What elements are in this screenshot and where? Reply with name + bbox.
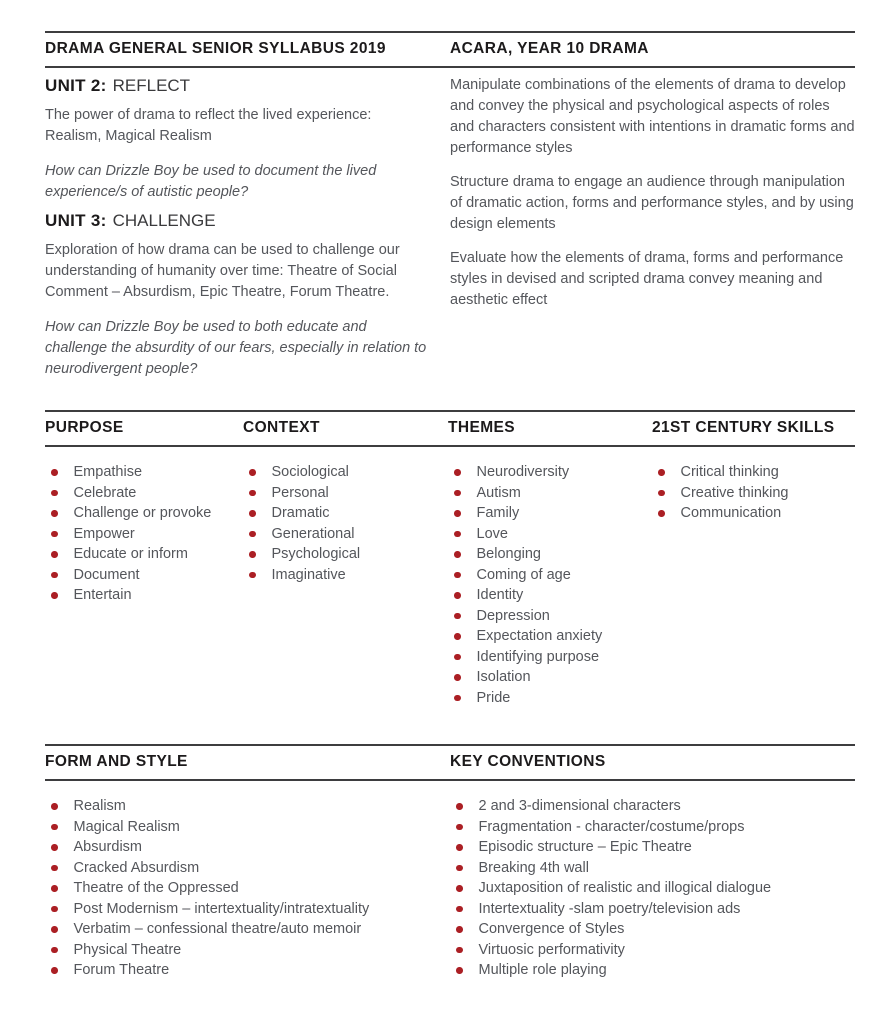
acara-paragraph: Evaluate how the elements of drama, forms and performance styles in devised and scripted drama convey meaning and aesthetic effect [450, 250, 844, 308]
matrix-body-row [45, 447, 855, 708]
list-item-label: Episodic structure – Epic Theatre [478, 839, 692, 855]
list-item-label: Celebrate [73, 484, 137, 501]
unit3-description: Exploration of how drama can be used to challenge our understanding of humanity over time: Theatre of Social Comment – Absurdism, Epic Theatre, Forum Theatre. [45, 242, 400, 300]
bullet-icon [454, 613, 461, 620]
bullet-icon [51, 906, 58, 913]
list-item [448, 565, 644, 586]
bullet-icon [51, 572, 58, 579]
key-conventions-list [450, 796, 855, 981]
bullet-icon [456, 885, 463, 892]
column-title-themes: THEMES [448, 419, 515, 436]
bullet-icon [51, 592, 58, 599]
list-item [45, 837, 422, 858]
bullet-icon [456, 906, 463, 913]
column-title-context: CONTEXT [243, 419, 320, 436]
bullet-icon [454, 490, 461, 497]
list-item [45, 524, 235, 545]
list-item-label: Creative thinking [680, 484, 789, 501]
list-item-label: Autism [476, 484, 521, 501]
list-item-label: Love [476, 525, 508, 542]
bullet-icon [658, 510, 665, 517]
list-item-label: Neurodiversity [476, 464, 570, 480]
bullet-icon [51, 844, 58, 851]
acara-column [450, 68, 855, 380]
list-item-label: Breaking 4th wall [478, 859, 589, 876]
bullet-icon [249, 531, 256, 538]
bullet-icon [454, 531, 461, 538]
list-item [448, 483, 644, 504]
list-item [448, 688, 644, 709]
list-item-label: Absurdism [73, 839, 142, 855]
list-item-label: Magical Realism [73, 818, 180, 835]
list-item [45, 919, 422, 940]
list-item-label: Document [73, 566, 140, 583]
section-form-conventions [45, 744, 855, 981]
section-matrix [45, 410, 855, 708]
skills-list [652, 462, 855, 708]
list-item [45, 899, 422, 920]
list-item-label: Verbatim – confessional theatre/auto memoir [73, 921, 362, 937]
unit3-name: CHALLENGE [112, 211, 216, 230]
list-item-label: Communication [680, 505, 782, 521]
bullet-icon [51, 967, 58, 974]
list-item [45, 462, 235, 483]
bullet-icon [51, 947, 58, 954]
list-item-label: Generational [271, 525, 355, 542]
bullet-icon [658, 469, 665, 476]
unit3-question: How can Drizzle Boy be used to both educate and challenge the absurdity of our fears, especially in relation to neurodivergent people? [45, 319, 427, 377]
list-item-label: Isolation [476, 669, 531, 685]
list-item [45, 878, 422, 899]
list-item [448, 585, 644, 606]
list-item [450, 858, 847, 879]
list-item [450, 796, 847, 817]
list-item-label: Post Modernism – intertextuality/intratextuality [73, 900, 370, 917]
list-item [45, 503, 235, 524]
list-item [243, 544, 440, 565]
list-item [243, 483, 440, 504]
list-item-label: Belonging [476, 546, 541, 562]
bullet-icon [454, 469, 461, 476]
list-item [45, 858, 422, 879]
bullet-icon [454, 633, 461, 640]
context-list [243, 462, 448, 708]
list-item-label: Multiple role playing [478, 962, 607, 978]
list-item-label: Fragmentation - character/costume/props [478, 818, 745, 835]
list-item [652, 503, 847, 524]
acara-paragraph: Structure drama to engage an audience through manipulation of dramatic action, forms and performance styles, and by using design elements [450, 174, 854, 232]
list-item [45, 940, 422, 961]
list-item [450, 940, 847, 961]
list-item [450, 837, 847, 858]
list-item [450, 919, 847, 940]
list-item-label: Juxtaposition of realistic and illogical dialogue [478, 880, 772, 896]
list-item [448, 544, 644, 565]
unit2-heading [45, 76, 430, 96]
form-body-row [45, 781, 855, 981]
bullet-icon [249, 469, 256, 476]
bullet-icon [456, 844, 463, 851]
section-title-syllabus: DRAMA GENERAL SENIOR SYLLABUS 2019 [45, 40, 386, 57]
matrix-header-row [45, 412, 855, 445]
units-body-row [45, 68, 855, 380]
list-item [243, 565, 440, 586]
list-item-label: Family [476, 505, 520, 521]
form-style-list [45, 796, 430, 981]
list-item-label: Cracked Absurdism [73, 859, 200, 876]
bullet-icon [249, 551, 256, 558]
bullet-icon [51, 865, 58, 872]
list-item-label: Forum Theatre [73, 962, 170, 978]
bullet-icon [456, 803, 463, 810]
list-item-label: Entertain [73, 587, 132, 603]
list-item-label: Intertextuality -slam poetry/television ads [478, 900, 741, 917]
bullet-icon [249, 510, 256, 517]
bullet-icon [454, 572, 461, 579]
list-item-label: Realism [73, 798, 126, 814]
bullet-icon [454, 674, 461, 681]
list-item [45, 796, 422, 817]
list-item-label: Empathise [73, 464, 143, 480]
list-item-label: Coming of age [476, 566, 571, 583]
unit3-heading [45, 211, 430, 231]
list-item-label: Dramatic [271, 505, 330, 521]
list-item-label: Critical thinking [680, 464, 779, 480]
column-title-purpose: PURPOSE [45, 419, 124, 436]
column-title-key-conventions: KEY CONVENTIONS [450, 753, 606, 770]
list-item [45, 565, 235, 586]
bullet-icon [51, 824, 58, 831]
bullet-icon [249, 572, 256, 579]
themes-list [448, 462, 652, 708]
list-item [45, 483, 235, 504]
acara-paragraph: Manipulate combinations of the elements of drama to develop and convey the physical and psychological aspects of roles and characters consistent with intentions in dramatic forms and performance styles [450, 77, 855, 156]
list-item-label: Identity [476, 587, 524, 603]
list-item [45, 544, 235, 565]
list-item [448, 462, 644, 483]
list-item-label: Physical Theatre [73, 941, 182, 958]
bullet-icon [51, 490, 58, 497]
list-item [450, 817, 847, 838]
unit2-name: REFLECT [112, 76, 191, 95]
list-item [448, 647, 644, 668]
list-item [448, 667, 644, 688]
list-item-label: Identifying purpose [476, 648, 600, 665]
list-item [243, 503, 440, 524]
list-item-label: Virtuosic performativity [478, 941, 625, 958]
list-item-label: Empower [73, 525, 135, 542]
list-item [243, 462, 440, 483]
bullet-icon [456, 947, 463, 954]
bullet-icon [454, 695, 461, 702]
bullet-icon [454, 551, 461, 558]
column-title-21st-century-skills: 21ST CENTURY SKILLS [652, 419, 835, 436]
bullet-icon [456, 824, 463, 831]
units-column [45, 68, 430, 380]
bullet-icon [454, 654, 461, 661]
bullet-icon [51, 885, 58, 892]
bullet-icon [51, 531, 58, 538]
list-item-label: Psychological [271, 546, 361, 562]
bullet-icon [456, 967, 463, 974]
unit2-question: How can Drizzle Boy be used to document the lived experience/s of autistic people? [45, 163, 377, 200]
bullet-icon [51, 551, 58, 558]
unit2-description: The power of drama to reflect the lived experience: Realism, Magical Realism [45, 107, 372, 144]
bullet-icon [249, 490, 256, 497]
unit2-label: UNIT 2: [45, 76, 107, 95]
list-item [450, 878, 847, 899]
list-item-label: Challenge or provoke [73, 505, 212, 521]
list-item [450, 899, 847, 920]
list-item-label: Convergence of Styles [478, 921, 625, 937]
bullet-icon [454, 592, 461, 599]
list-item [448, 524, 644, 545]
list-item [243, 524, 440, 545]
list-item [450, 960, 847, 981]
list-item-label: Imaginative [271, 566, 346, 583]
list-item [652, 483, 847, 504]
list-item-label: 2 and 3-dimensional characters [478, 798, 681, 814]
bullet-icon [456, 926, 463, 933]
column-title-form-and-style: FORM AND STYLE [45, 753, 188, 770]
section-units [45, 31, 855, 380]
section-title-acara: ACARA, YEAR 10 DRAMA [450, 40, 649, 57]
list-item-label: Depression [476, 607, 550, 624]
bullet-icon [51, 469, 58, 476]
bullet-icon [456, 865, 463, 872]
list-item-label: Theatre of the Oppressed [73, 880, 239, 896]
form-header-row [45, 746, 855, 779]
list-item-label: Personal [271, 484, 329, 501]
list-item-label: Sociological [271, 464, 349, 480]
list-item [45, 960, 422, 981]
purpose-list [45, 462, 243, 708]
list-item [652, 462, 847, 483]
bullet-icon [51, 803, 58, 810]
bullet-icon [658, 490, 665, 497]
list-item-label: Pride [476, 689, 511, 706]
bullet-icon [51, 510, 58, 517]
list-item [448, 503, 644, 524]
list-item-label: Expectation anxiety [476, 628, 603, 644]
bullet-icon [51, 926, 58, 933]
list-item [448, 606, 644, 627]
list-item-label: Educate or inform [73, 546, 188, 562]
units-header-row [45, 33, 855, 66]
list-item [45, 585, 235, 606]
unit3-label: UNIT 3: [45, 211, 107, 230]
bullet-icon [454, 510, 461, 517]
list-item [448, 626, 644, 647]
list-item [45, 817, 422, 838]
